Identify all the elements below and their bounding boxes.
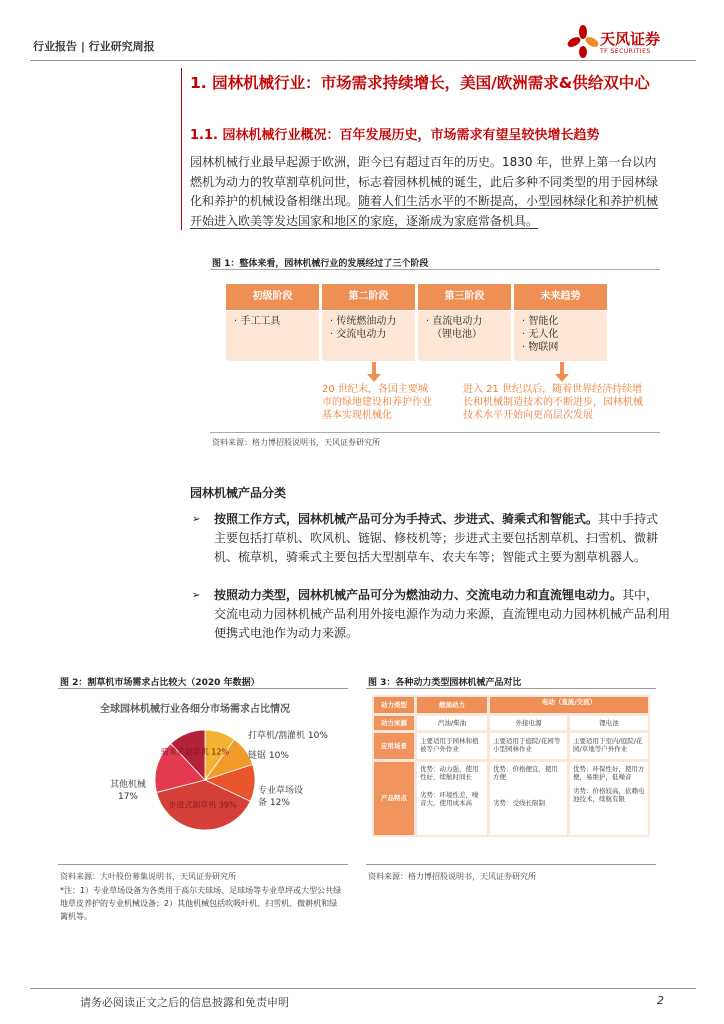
table-header: 动力类型: [374, 697, 414, 713]
figure2-rule: [58, 688, 348, 689]
figure2-note: *注：1）专业草场设备为各类用于高尔夫球场、足球场等专业草坪或大型公共绿地草皮养护的专业机械设备；2）其他机械包括吹吸叶机、扫雪机、微耕机和绿篱机等。: [60, 886, 342, 921]
brand-name: 天风证券: [600, 30, 661, 48]
table-cell: 外接电源: [490, 716, 567, 730]
disadvantage-text: 劣势：价格较高，依赖电池技术，续航有限: [573, 787, 645, 803]
footer-disclaimer: 请务必阅读正文之后的信息披露和免责申明: [80, 996, 289, 1009]
table-cell: 汽油/柴油: [417, 716, 487, 730]
figure3-source: 资料来源：格力博招股说明书，天风证券研究所: [368, 872, 536, 881]
disadvantage-text: 劣势：环境性差，噪音大，使用成本高: [420, 791, 479, 807]
intro-underlined-text: 随着人们生活水平的不断提高，小型园林绿化和养护机械开始进入欧美等发达国家和地区的家庭，逐渐成为家庭常备机具。: [190, 194, 659, 228]
stage-item: · 智能化: [522, 316, 559, 327]
pie-chart-title: 全球园林机械行业各细分市场需求占比情况: [100, 704, 290, 715]
figure1-note-right: 进入 21 世纪以后，随着世界经济持续增长和机械制造技术的不断进步，园林机械技术水平开始向更高层次发展: [463, 384, 643, 421]
classification-bullet: [192, 586, 670, 643]
classification-bullet: [192, 510, 670, 567]
bullet-text: 其中手持式主要包括打草机、吹风机、链锯、修枝机等；步进式主要包括割草机、扫雪机、微耕机、梳草机，骑乘式主要包括大型割草车、农夫车等；智能式主要为割草机器人。: [214, 512, 659, 564]
footer-divider: [30, 988, 696, 989]
table-cell: 主要适用于园林和植被等户外作业: [417, 733, 487, 759]
report-type: 行业报告 | 行业研究周报: [33, 40, 155, 53]
figure3-title: 图 3：各种动力类型园林机械产品对比: [368, 678, 522, 688]
table-row-label: 产品特点: [374, 762, 414, 835]
advantage-text: 优势：价格便宜，使用方便: [493, 765, 558, 781]
bullet-arrow-icon: ➢: [192, 514, 201, 525]
table-cell: 主要适用于室内/庭院/花园/草地等户外作业: [570, 733, 648, 759]
stage-item: · 传统燃油动力: [330, 316, 397, 327]
figure2-title: 图 2：割草机市场需求占比较大（2020 年数据）: [60, 678, 260, 688]
header-divider: [30, 60, 696, 61]
stage-header: 初级阶段: [226, 284, 319, 310]
figure1-bottom-rule: [210, 432, 660, 433]
stage-item: （锂电池）: [432, 329, 482, 340]
pie-slice-label: 骑乘式割草机 12%: [160, 747, 230, 757]
page-number: 2: [657, 994, 664, 1007]
section-title: 1. 园林机械行业：市场需求持续增长，美国/欧洲需求&供给双中心: [190, 74, 650, 92]
subsection-title: 1.1. 园林机械行业概况：百年发展历史，市场需求有望呈较快增长趋势: [190, 128, 600, 143]
intro-text: 园林机械行业最早起源于欧洲，距今已有超过百年的历史。1830 年，世界上第一台以内燃机为动力的牧草割草机问世，标志着园林机械的诞生，此后多种不同类型的用于园林绿化和养护的机械设备相继出现。: [190, 155, 659, 208]
table-header: 燃油动力: [417, 697, 487, 713]
bullet-lead: 按照工作方式，园林机械产品可分为手持式、步进式、骑乘式和智能式。: [214, 512, 599, 526]
table-cell: 锂电池: [570, 716, 648, 730]
bullet-lead: 按照动力类型，园林机械产品可分为燃油动力、交流电动力和直流锂电动力。: [214, 588, 623, 602]
bullet-arrow-icon: ➢: [192, 590, 201, 601]
intro-paragraph: [190, 153, 668, 231]
classification-heading: 园林机械产品分类: [190, 486, 287, 500]
figure3-bottom-rule: [366, 864, 656, 865]
table-header: 电动（直流/交流）: [490, 697, 648, 713]
advantage-text: 优势：环保性好，使用方便，易维护，低噪音: [573, 765, 645, 781]
figure3-rule: [366, 688, 656, 689]
table-row-label: 动力来源: [374, 716, 414, 730]
down-arrow-icon: [367, 362, 381, 382]
comparison-table: [372, 695, 650, 837]
figure1-note-left: 20 世纪末，各国主要城市的绿地建设和养护作业基本实现机械化: [322, 384, 432, 421]
pie-label: 专业草场设备 12%: [258, 786, 304, 808]
figure2-bottom-rule: [58, 864, 348, 865]
stage-items: [226, 311, 319, 361]
brand-logo-icon: [566, 24, 600, 60]
section-rule: [181, 68, 182, 230]
bullet-text: 其中，交流电动力园林机械产品利用外接电源作为动力来源，直流锂电动力园林机械产品利用便携式电池作为动力来源。: [214, 588, 671, 640]
table-row-label: 应用场景: [374, 733, 414, 759]
stage-item: · 直流电动力: [426, 316, 483, 327]
pie-label: 打草机/割灌机 10%: [248, 731, 328, 741]
table-cell: 主要适用于庭院/花园等小型园林作业: [490, 733, 567, 759]
stage-item: · 手工工具: [234, 316, 281, 327]
table-cell: [570, 762, 648, 835]
stage-items: [418, 311, 511, 361]
pie-label: 链锯 10%: [248, 751, 289, 761]
figure1-rule: [210, 269, 660, 270]
brand-name-en: TF SECURITIES: [600, 48, 651, 55]
stage-header: 第三阶段: [418, 284, 511, 310]
stage-items: [514, 311, 607, 361]
advantage-text: 优势：动力强，使用性好，续航时间长: [420, 765, 479, 781]
stage-item: · 交流电动力: [330, 329, 387, 340]
figure1-title: 图 1：整体来看，园林机械行业的发展经过了三个阶段: [212, 259, 429, 269]
pie-slice-label: 步进式割草机 39%: [168, 800, 237, 810]
figure2-source: 资料来源：大叶股份募集说明书，天风证券研究所: [60, 872, 236, 881]
down-arrow-icon: [555, 362, 569, 382]
pie-label: 其他机械 17%: [110, 780, 147, 802]
stage-header: 第二阶段: [322, 284, 415, 310]
stage-item: · 无人化: [522, 329, 559, 340]
disadvantage-text: 劣势：受线长限制: [493, 799, 545, 807]
table-cell: [490, 762, 567, 835]
figure1-source: 资料来源：格力博招股说明书，天风证券研究所: [212, 438, 380, 447]
stage-header: 未来趋势: [514, 284, 607, 310]
table-cell: [417, 762, 487, 835]
stage-items: [322, 311, 415, 361]
stage-item: · 物联网: [522, 342, 559, 353]
